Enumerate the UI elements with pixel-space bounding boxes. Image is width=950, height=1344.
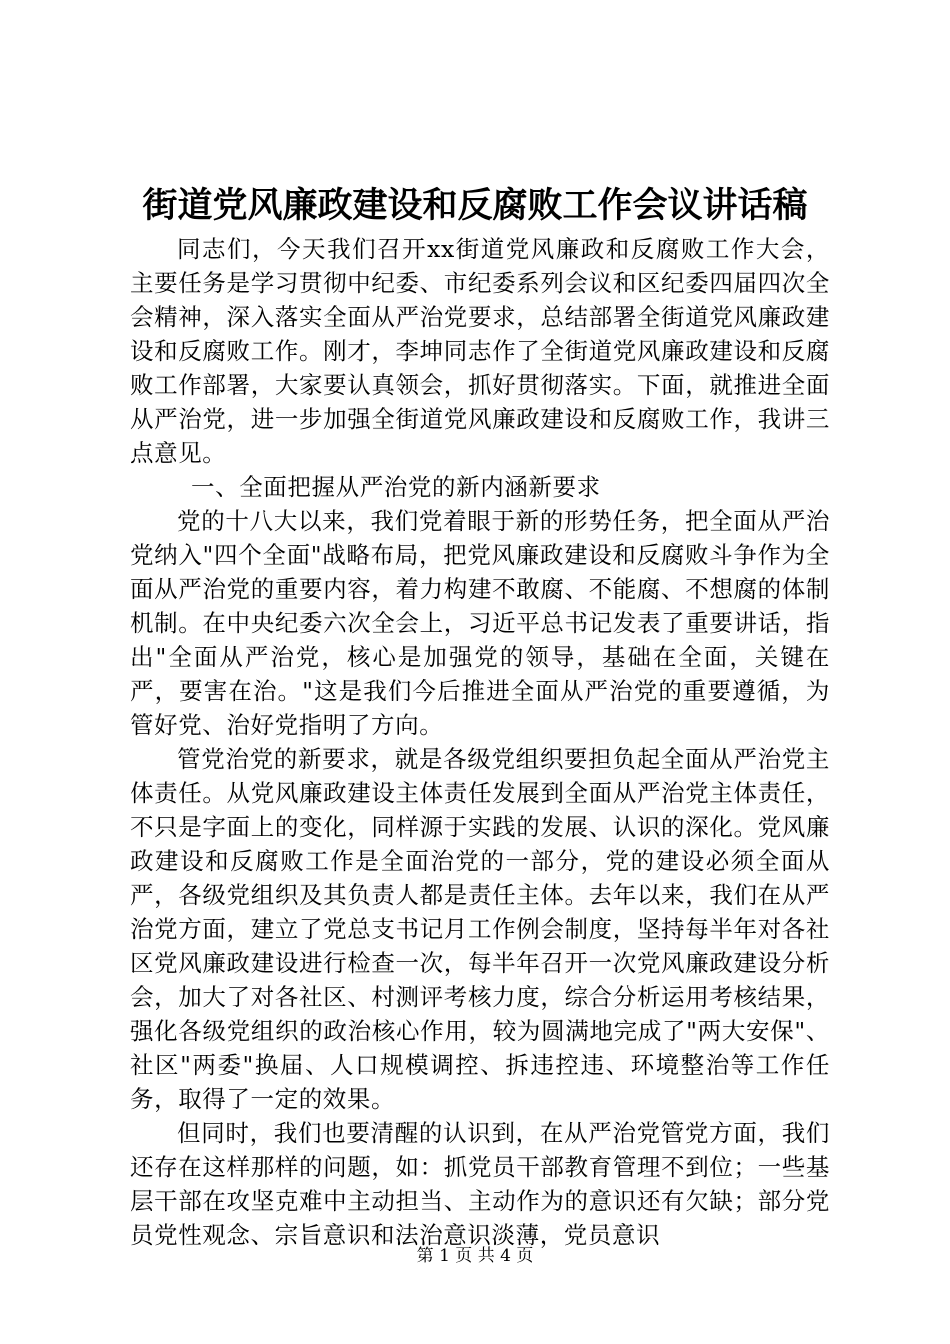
- paragraph-problems: 但同时，我们也要清醒的认识到，在从严治党管党方面，我们还存在这样那样的问题，如：抓党员干部教育管理不到位；一些基层干部在攻坚克难中主动担当、主动作为的意识还有欠缺；部分党员党性观念、宗旨意识和法治意识淡薄，党员意识: [130, 1119, 830, 1249]
- document-body: [130, 232, 830, 1252]
- paragraph-intro: 同志们，今天我们召开xx街道党风廉政和反腐败工作大会，主要任务是学习贯彻中纪委、市纪委系列会议和区纪委四届四次全会精神，深入落实全面从严治党要求，总结部署全街道党风廉政建设和反腐败工作。刚才，李坤同志作了全街道党风廉政建设和反腐败工作部署，大家要认真领会，抓好贯彻落实。下面，就推进全面从严治党，进一步加强全街道党风廉政建设和反腐败工作，我讲三点意见。: [130, 235, 830, 467]
- document-title: 街道党风廉政建设和反腐败工作会议讲话稿: [142, 185, 808, 226]
- section-heading-1: 一、全面把握从严治党的新内涵新要求: [191, 473, 601, 501]
- page-number-footer: 第 1 页 共 4 页: [416, 1246, 534, 1266]
- paragraph-new-requirements: 管党治党的新要求，就是各级党组织要担负起全面从严治党主体责任。从党风廉政建设主体责任发展到全面从严治党主体责任，不只是字面上的变化，同样源于实践的发展、认识的深化。党风廉政建设和反腐败工作是全面治党的一部分，党的建设必须全面从严，各级党组织及其负责人都是责任主体。去年以来，我们在从严治党方面，建立了党总支书记月工作例会制度，坚持每半年对各社区党风廉政建设进行检查一次，每半年召开一次党风廉政建设分析会，加大了对各社区、村测评考核力度，综合分析运用考核结果，强化各级党组织的政治核心作用，较为圆满地完成了"两大安保"、社区"两委"换届、人口规模调控、拆违控违、环境整治等工作任务，取得了一定的效果。: [130, 745, 830, 1113]
- paragraph-party-history: 党的十八大以来，我们党着眼于新的形势任务，把全面从严治党纳入"四个全面"战略布局，把党风廉政建设和反腐败斗争作为全面从严治党的重要内容，着力构建不敢腐、不能腐、不想腐的体制机制。在中央纪委六次全会上，习近平总书记发表了重要讲话，指出"全面从严治党，核心是加强党的领导，基础在全面，关键在严，要害在治。"这是我们今后推进全面从严治党的重要遵循，为管好党、治好党指明了方向。: [130, 507, 830, 739]
